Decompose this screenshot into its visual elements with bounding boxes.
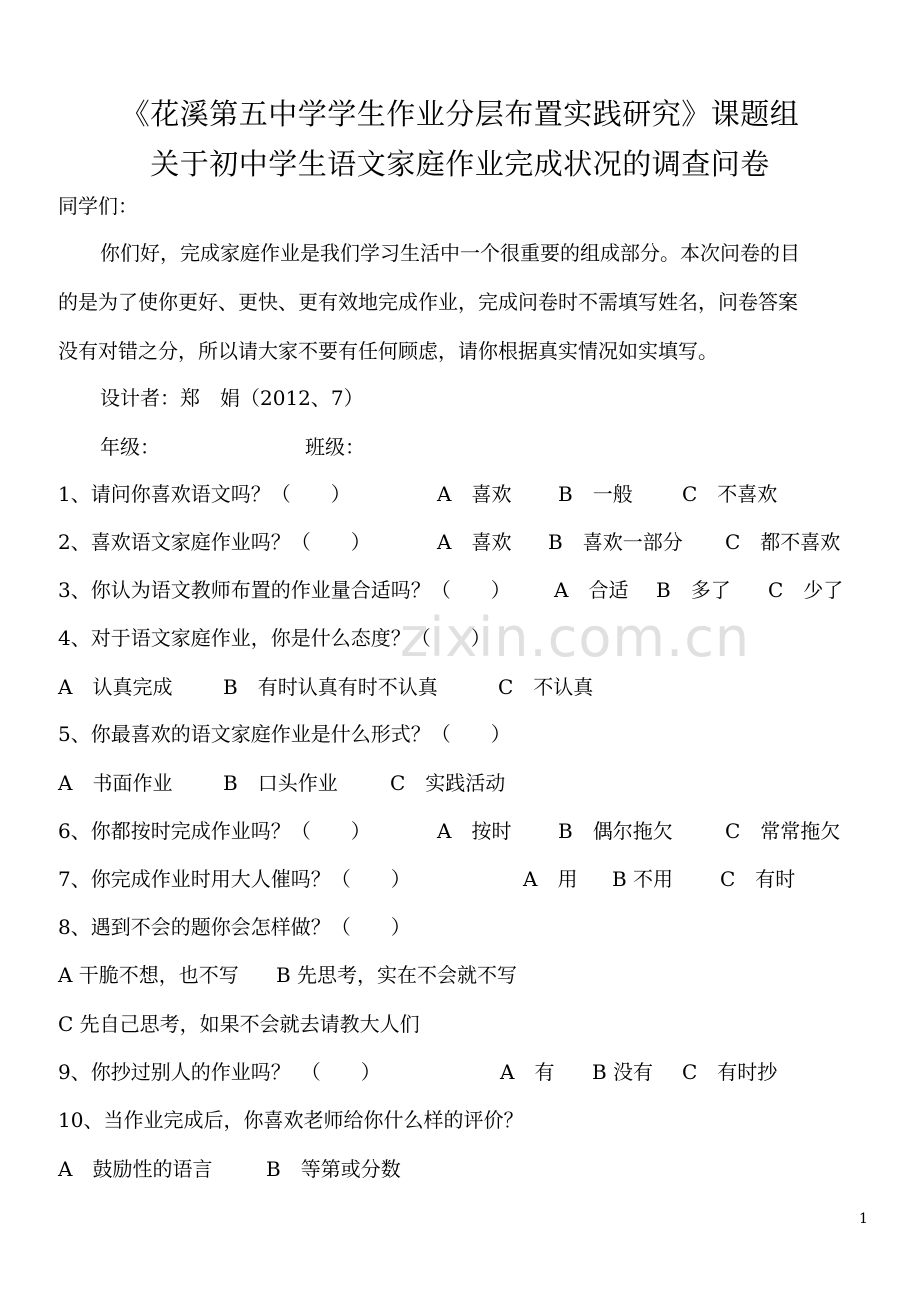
question-3: 3、你认为语文教师布置的作业量合适吗？（ ） bbox=[58, 578, 511, 602]
q1-option-a: A 喜欢 bbox=[437, 482, 512, 506]
q7-option-c: C 有时 bbox=[720, 867, 796, 891]
question-7: 7、你完成作业时用大人催吗？（ ） bbox=[58, 867, 411, 891]
q10-option-b: B 等第或分数 bbox=[266, 1157, 401, 1181]
q1-option-b: B 一般 bbox=[558, 482, 633, 506]
grade-label: 年级： bbox=[100, 435, 160, 459]
question-1: 1、请问你喜欢语文吗？（ ） bbox=[58, 482, 351, 506]
q6-option-b: B 偶尔拖欠 bbox=[558, 819, 673, 843]
q3-option-b: B 多了 bbox=[656, 578, 731, 602]
q9-option-b: B 没有 bbox=[592, 1060, 654, 1084]
q3-option-a: A 合适 bbox=[554, 578, 629, 602]
q9-option-a: A 有 bbox=[500, 1060, 555, 1084]
intro-line-3: 没有对错之分，所以请大家不要有任何顾虑，请你根据真实情况如实填写。 bbox=[58, 339, 718, 363]
question-10: 10、当作业完成后，你喜欢老师给你什么样的评价？ bbox=[58, 1108, 524, 1132]
q7-option-a: A 用 bbox=[523, 867, 578, 891]
watermark: zixin.com.cn bbox=[400, 606, 751, 669]
intro-line-1: 你们好，完成家庭作业是我们学习生活中一个很重要的组成部分。本次问卷的目 bbox=[100, 241, 800, 265]
q4-option-c: C 不认真 bbox=[498, 675, 594, 699]
q1-option-c: C 不喜欢 bbox=[682, 482, 778, 506]
question-6: 6、你都按时完成作业吗？（ ） bbox=[58, 819, 371, 843]
question-5: 5、你最喜欢的语文家庭作业是什么形式？（ ） bbox=[58, 722, 511, 746]
q4-option-b: B 有时认真有时不认真 bbox=[223, 675, 438, 699]
q7-option-b: B 不用 bbox=[612, 867, 674, 891]
q8-option-a: A 干脆不想，也不写 bbox=[58, 963, 239, 987]
q5-option-b: B 口头作业 bbox=[223, 771, 338, 795]
q4-option-a: A 认真完成 bbox=[58, 675, 173, 699]
q6-option-c: C 常常拖欠 bbox=[725, 819, 841, 843]
question-2: 2、喜欢语文家庭作业吗？（ ） bbox=[58, 530, 371, 554]
q9-option-c: C 有时抄 bbox=[682, 1060, 778, 1084]
q2-option-a: A 喜欢 bbox=[437, 530, 512, 554]
q8-option-b: B 先思考，实在不会就不写 bbox=[276, 963, 518, 987]
q2-option-c: C 都不喜欢 bbox=[725, 530, 841, 554]
title-line-1: 《花溪第五中学学生作业分层布置实践研究》课题组 bbox=[120, 97, 800, 131]
q5-option-c: C 实践活动 bbox=[390, 771, 506, 795]
greeting: 同学们： bbox=[58, 194, 138, 218]
intro-line-2: 的是为了使你更好、更快、更有效地完成作业，完成问卷时不需填写姓名，问卷答案 bbox=[58, 290, 798, 314]
class-label: 班级： bbox=[305, 435, 365, 459]
q10-option-a: A 鼓励性的语言 bbox=[58, 1157, 213, 1181]
q2-option-b: B 喜欢一部分 bbox=[548, 530, 683, 554]
title-line-2: 关于初中学生语文家庭作业完成状况的调查问卷 bbox=[150, 147, 770, 181]
page-number: 1 bbox=[859, 1211, 868, 1227]
q3-option-c: C 少了 bbox=[768, 578, 844, 602]
question-4: 4、对于语文家庭作业，你是什么态度？（ ） bbox=[58, 626, 491, 650]
question-9: 9、你抄过别人的作业吗？ （ ） bbox=[58, 1060, 381, 1084]
question-8: 8、遇到不会的题你会怎样做？（ ） bbox=[58, 915, 411, 939]
q5-option-a: A 书面作业 bbox=[58, 771, 173, 795]
designer-line: 设计者：郑 娟（2012、7） bbox=[100, 386, 364, 410]
q6-option-a: A 按时 bbox=[437, 819, 512, 843]
q8-option-c: C 先自己思考，如果不会就去请教大人们 bbox=[58, 1012, 420, 1036]
